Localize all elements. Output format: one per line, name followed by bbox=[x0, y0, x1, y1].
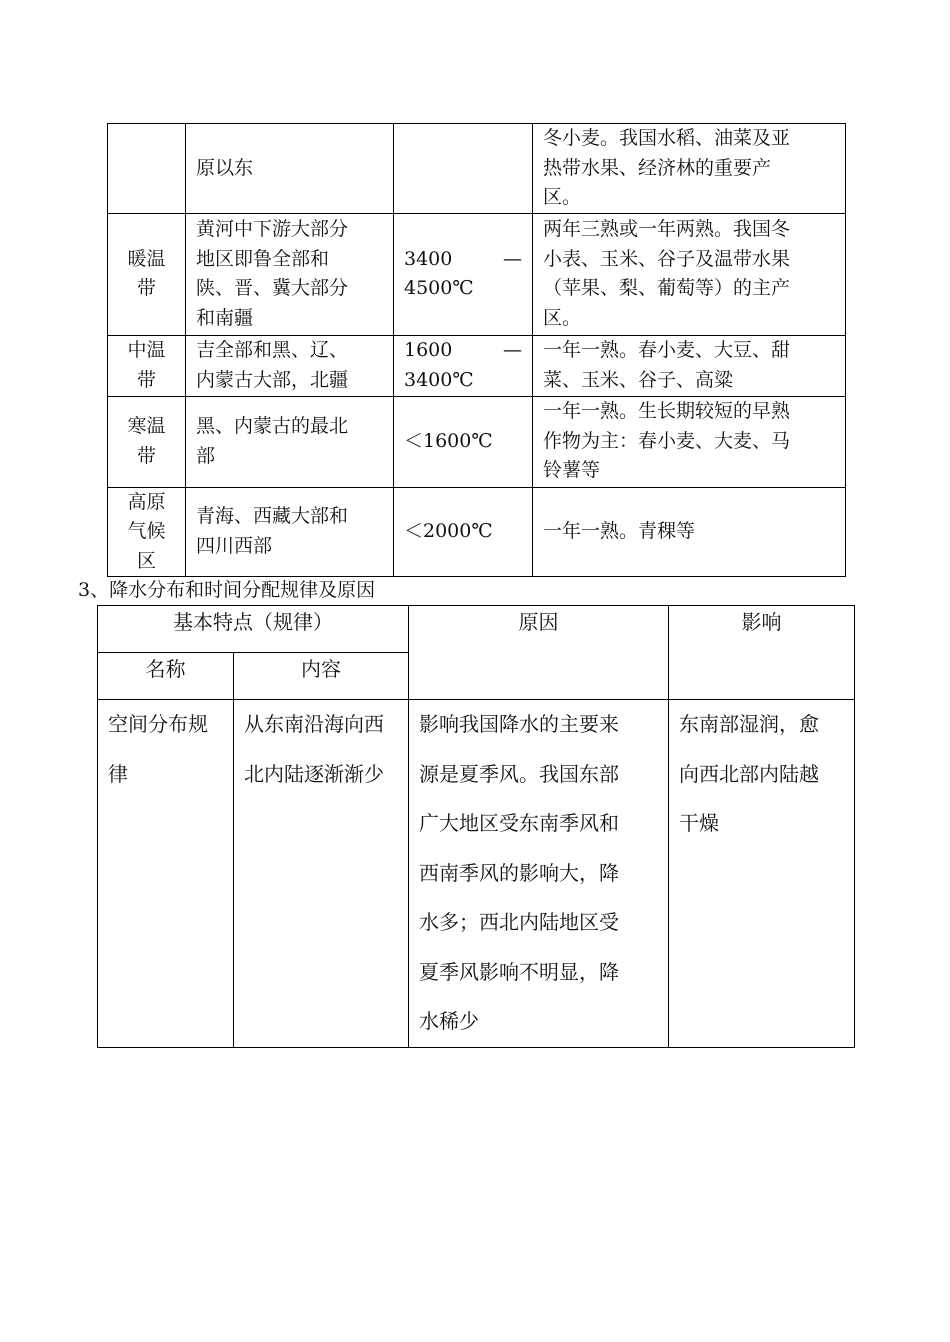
table-row bbox=[108, 396, 846, 487]
content-cell: 从东南沿海向西 北内陆逐渐渐少 bbox=[234, 700, 409, 1048]
region-cell: 青海、西藏大部和 四川西部 bbox=[186, 487, 394, 577]
region-cell: 黑、内蒙古的最北 部 bbox=[186, 396, 394, 487]
precipitation-table bbox=[97, 605, 855, 1048]
table-row bbox=[108, 213, 846, 335]
crops-cell: 冬小麦。我国水稻、油菜及亚 热带水果、经济林的重要产 区。 bbox=[533, 124, 846, 214]
table-header-row bbox=[98, 606, 855, 653]
temp-cell: ＜2000℃ bbox=[394, 487, 533, 577]
temp-dash: — bbox=[503, 247, 522, 270]
temp-cell bbox=[394, 213, 533, 335]
name-cell: 空间分布规 律 bbox=[98, 700, 234, 1048]
table-row bbox=[108, 335, 846, 396]
temp-cell bbox=[394, 335, 533, 396]
zone-cell: 高原 气候 区 bbox=[108, 487, 186, 577]
header-impact: 影响 bbox=[669, 606, 855, 700]
zone-cell: 寒温 带 bbox=[108, 396, 186, 487]
temp-cell: ＜1600℃ bbox=[394, 396, 533, 487]
region-cell: 原以东 bbox=[186, 124, 394, 214]
crops-cell: 一年一熟。青稞等 bbox=[533, 487, 846, 577]
temp-low: 1600 bbox=[404, 339, 453, 361]
table-row bbox=[108, 124, 846, 214]
table-row bbox=[98, 700, 855, 1048]
temp-cell bbox=[394, 124, 533, 214]
temp-high: 4500℃ bbox=[404, 277, 474, 299]
crops-cell: 一年一熟。生长期较短的早熟 作物为主：春小麦、大麦、马 铃薯等 bbox=[533, 396, 846, 487]
crops-cell: 两年三熟或一年两熟。我国冬 小表、玉米、谷子及温带水果 （苹果、梨、葡萄等）的主产 区。 bbox=[533, 213, 846, 335]
impact-cell: 东南部湿润，愈 向西北部内陆越 干燥 bbox=[669, 700, 855, 1048]
climate-zone-table bbox=[107, 123, 846, 577]
region-cell: 吉全部和黑、辽、 内蒙古大部，北疆 bbox=[186, 335, 394, 396]
temp-high: 3400℃ bbox=[404, 368, 474, 391]
table-row bbox=[108, 487, 846, 577]
region-cell: 黄河中下游大部分 地区即鲁全部和 陕、晋、冀大部分 和南疆 bbox=[186, 213, 394, 335]
header-name: 名称 bbox=[98, 653, 234, 700]
header-content: 内容 bbox=[234, 653, 409, 700]
zone-cell: 暖温 带 bbox=[108, 213, 186, 335]
header-reason: 原因 bbox=[409, 606, 669, 700]
header-basic: 基本特点（规律） bbox=[98, 606, 409, 653]
crops-cell: 一年一熟。春小麦、大豆、甜 菜、玉米、谷子、高粱 bbox=[533, 335, 846, 396]
temp-dash: — bbox=[503, 339, 522, 361]
zone-cell: 中温 带 bbox=[108, 335, 186, 396]
temp-low: 3400 bbox=[404, 247, 453, 270]
zone-cell bbox=[108, 124, 186, 214]
reason-cell: 影响我国降水的主要来 源是夏季风。我国东部 广大地区受东南季风和 西南季风的影响大，降 水多；西北内陆地区受 夏季风影响不明显，降 水稀少 bbox=[409, 700, 669, 1048]
section-heading: 3、降水分布和时间分配规律及原因 bbox=[78, 579, 376, 601]
